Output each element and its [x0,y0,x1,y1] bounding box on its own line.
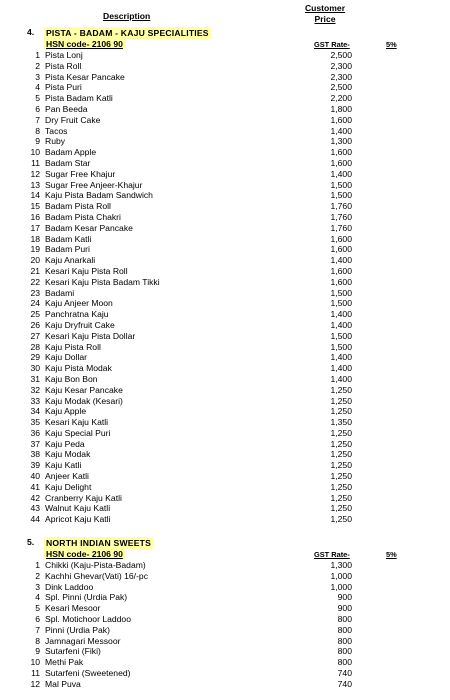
item-name: Mal Puva [45,678,81,689]
item-name: Badam Star [45,157,91,168]
item-name: Kesari Kaju Katli [45,417,109,428]
list-item [0,223,450,234]
item-name: Tacos [45,125,68,136]
list-item [0,614,450,625]
item-name: Kaju Special Puri [45,427,111,438]
item-number: 8 [35,125,40,136]
hsn-row [0,39,450,50]
list-item [0,61,450,72]
item-number: 28 [30,341,40,352]
item-price: 800 [337,635,352,646]
item-price: 2,300 [330,60,352,71]
item-number: 3 [35,71,40,82]
list-item [0,158,450,169]
item-name: Kachhi Ghevar(Vati) 16/-pc [45,570,149,581]
list-item [0,277,450,288]
list-item [0,126,450,137]
item-price: 1,500 [330,179,352,190]
item-number: 9 [35,136,40,147]
list-item [0,72,450,83]
item-number: 22 [30,276,40,287]
list-item [0,342,450,353]
item-number: 24 [30,298,40,309]
item-number: 11 [31,667,40,678]
item-name: Pista Kesar Pancake [45,71,125,82]
item-number: 5 [35,603,40,614]
item-price: 1,250 [330,449,352,460]
item-number: 7 [35,114,40,125]
item-name: Badam Puri [45,244,90,255]
item-number: 41 [30,481,40,492]
item-price: 800 [337,646,352,657]
item-number: 33 [30,395,40,406]
item-number: 6 [35,613,40,624]
list-item [0,136,450,147]
item-name: Ruby [45,136,66,147]
item-price: 1,400 [330,255,352,266]
item-price: 1,250 [330,438,352,449]
list-item [0,212,450,223]
item-price: 1,300 [330,136,352,147]
item-name: Chikki (Kaju-Pista-Badam) [45,560,146,570]
item-price: 1,600 [330,244,352,255]
item-name: Kaju Kesar Pancake [45,384,123,395]
item-price: 1,760 [330,222,352,233]
item-name: Panchratna Kaju [45,309,109,320]
item-price: 1,600 [330,233,352,244]
list-item [0,147,450,158]
hsn-row [0,549,450,560]
list-item [0,104,450,115]
item-name: Badam Pista Chakri [45,211,121,222]
list-item [0,417,450,428]
list-item [0,625,450,636]
item-number: 30 [30,363,40,374]
item-number: 36 [30,427,40,438]
item-number: 1 [35,560,40,570]
item-name: Kaju Modak (Kesari) [45,395,123,406]
list-item [0,50,450,61]
list-item [0,374,450,385]
item-name: Anjeer Katli [45,471,89,482]
list-item [0,679,450,690]
item-name: Kesari Mesoor [45,603,101,614]
list-item [0,668,450,679]
list-item [0,115,450,126]
item-name: Kaju Apple [45,406,87,417]
item-number: 32 [30,384,40,395]
list-item [0,471,450,482]
item-price: 2,200 [330,93,352,104]
item-number: 2 [35,570,40,581]
item-number: 42 [30,492,40,503]
item-number: 23 [30,287,40,298]
item-number: 21 [30,265,40,276]
item-price: 1,400 [330,309,352,320]
list-item [0,406,450,417]
item-number: 15 [30,201,40,212]
item-price: 1,400 [330,373,352,384]
item-name: Kaju Pista Roll [45,341,101,352]
gst-rate-label: GST Rate- [314,40,350,49]
gst-rate-value: 5% [386,40,397,49]
item-price: 1,250 [330,406,352,417]
list-item [0,582,450,593]
item-price: 2,500 [330,50,352,60]
item-number: 12 [30,678,40,689]
list-item [0,460,450,471]
item-number: 3 [35,581,40,592]
list-item [0,309,450,320]
list-item [0,320,450,331]
list-item [0,244,450,255]
list-item [0,352,450,363]
item-price: 1,600 [330,276,352,287]
item-number: 10 [30,147,40,158]
hsn-code: HSN code- 2106 90 [46,39,123,49]
item-number: 11 [31,157,40,168]
item-number: 5 [35,93,40,104]
item-price: 1,500 [330,190,352,201]
item-number: 43 [30,503,40,514]
list-item [0,201,450,212]
list-item [0,493,450,504]
list-item [0,603,450,614]
item-number: 8 [35,635,40,646]
list-item [0,169,450,180]
item-name: Badami [45,287,75,298]
item-number: 27 [30,330,40,341]
price-header-line-1: Customer [304,3,346,13]
item-name: Spl. Pinni (Urdia Pak) [45,592,128,603]
item-name: Pista Puri [45,82,82,93]
item-price: 740 [337,678,352,689]
item-price: 1,500 [330,341,352,352]
item-name: Kaju Pista Badam Sandwich [45,190,153,201]
item-number: 29 [30,352,40,363]
item-price: 1,250 [330,460,352,471]
item-price: 2,300 [330,71,352,82]
section-number: 4. [27,27,35,37]
list-item [0,331,450,342]
list-item [0,363,450,374]
item-number: 19 [30,244,40,255]
item-name: Kaju Dollar [45,352,88,363]
item-name: Apricot Kaju Katli [45,514,111,525]
item-number: 13 [30,179,40,190]
item-price: 1,760 [330,211,352,222]
item-name: Kaju Delight [45,481,92,492]
price-header-line-2: Price [314,14,336,24]
item-price: 1,600 [330,265,352,276]
item-number: 6 [35,103,40,114]
item-name: Sutarfeni (Sweetened) [45,667,131,678]
item-number: 35 [30,417,40,428]
section-header [0,27,450,39]
item-list [0,50,450,525]
item-price: 740 [337,667,352,678]
list-item [0,190,450,201]
item-price: 800 [337,613,352,624]
item-name: Pista Lonj [45,50,83,60]
list-item [0,288,450,299]
item-number: 38 [30,449,40,460]
item-price: 1,600 [330,157,352,168]
item-price: 1,600 [330,114,352,125]
list-item [0,560,450,571]
item-number: 44 [30,514,40,525]
item-number: 25 [30,309,40,320]
item-name: Kaju Bon Bon [45,373,98,384]
list-item [0,646,450,657]
item-number: 16 [30,211,40,222]
list-item [0,82,450,93]
item-name: Kaju Katli [45,460,82,471]
section-pista-badam-kaju [0,27,450,525]
list-item [0,428,450,439]
item-name: Sugar Free Khajur [45,168,116,179]
item-number: 1 [35,50,40,60]
item-price: 1,300 [330,560,352,570]
item-name: Cranberry Kaju Katli [45,492,122,503]
item-price: 1,250 [330,384,352,395]
item-number: 17 [30,222,40,233]
section-title: PISTA - BADAM - KAJU SPECIALITIES [46,28,209,38]
item-price: 800 [337,657,352,668]
item-number: 39 [30,460,40,471]
item-number: 2 [35,60,40,71]
list-item [0,266,450,277]
list-item [0,514,450,525]
item-price: 1,500 [330,287,352,298]
item-price: 1,250 [330,492,352,503]
item-price: 2,500 [330,82,352,93]
customer-price-column-header [296,3,354,25]
item-number: 37 [30,438,40,449]
item-price: 1,250 [330,427,352,438]
item-price: 1,250 [330,481,352,492]
list-item [0,592,450,603]
item-number: 40 [30,471,40,482]
item-number: 34 [30,406,40,417]
item-name: Kesari Kaju Pista Badam Tikki [45,276,160,287]
item-name: Badam Katli [45,233,92,244]
item-number: 18 [30,233,40,244]
section-header [0,537,450,549]
item-name: Spl. Motichoor Laddoo [45,613,131,624]
gst-rate-value: 5% [386,550,397,559]
list-item [0,657,450,668]
gst-rate-label: GST Rate- [314,550,350,559]
item-price: 1,400 [330,352,352,363]
item-name: Methi Pak [45,657,84,668]
item-price: 1,500 [330,330,352,341]
item-price: 1,600 [330,147,352,158]
item-price: 1,250 [330,395,352,406]
list-item [0,298,450,309]
item-number: 4 [35,592,40,603]
list-item [0,385,450,396]
list-item [0,439,450,450]
section-title: NORTH INDIAN SWEETS [46,538,152,548]
item-name: Kaju Peda [45,438,85,449]
item-number: 14 [30,190,40,201]
description-column-header: Description [103,11,151,21]
item-number: 26 [30,319,40,330]
item-name: Kaju Pista Modak [45,363,112,374]
list-item [0,449,450,460]
item-price: 900 [337,603,352,614]
item-number: 10 [30,657,40,668]
item-name: Badam Kesar Pancake [45,222,133,233]
item-price: 1,400 [330,125,352,136]
item-name: Kesari Kaju Pista Dollar [45,330,136,341]
item-name: Pista Badam Katli [45,93,113,104]
list-item [0,571,450,582]
list-item [0,255,450,266]
item-number: 7 [35,624,40,635]
item-name: Kaju Modak [45,449,91,460]
list-item [0,503,450,514]
item-price: 900 [337,592,352,603]
item-name: Sugar Free Anjeer-Khajur [45,179,143,190]
item-price: 1,800 [330,103,352,114]
item-name: Walnut Kaju Katli [45,503,111,514]
item-price: 1,000 [330,581,352,592]
item-price: 1,500 [330,298,352,309]
item-name: Kesari Kaju Pista Roll [45,265,128,276]
item-price: 1,400 [330,319,352,330]
item-number: 4 [35,82,40,93]
list-item [0,180,450,191]
hsn-code: HSN code- 2106 90 [46,549,123,559]
item-price: 1,000 [330,570,352,581]
item-name: Jamnagari Messoor [45,635,121,646]
item-price: 1,760 [330,201,352,212]
item-name: Kaju Dryfruit Cake [45,319,115,330]
item-name: Pan Beeda [45,103,88,114]
item-number: 9 [35,646,40,657]
item-name: Dink Laddoo [45,581,94,592]
item-name: Kaju Anarkali [45,255,96,266]
item-name: Badam Apple [45,147,97,158]
item-price: 1,350 [330,417,352,428]
item-name: Kaju Anjeer Moon [45,298,113,309]
list-item [0,636,450,647]
section-north-indian-sweets [0,537,450,690]
list-item [0,482,450,493]
item-name: Pinni (Urdia Pak) [45,624,110,635]
item-price: 1,400 [330,168,352,179]
item-price: 1,400 [330,363,352,374]
item-name: Dry Fruit Cake [45,114,101,125]
list-item [0,93,450,104]
item-number: 31 [30,373,40,384]
item-name: Badam Pista Roll [45,201,111,212]
item-number: 20 [30,255,40,266]
list-item [0,396,450,407]
item-list [0,560,450,690]
list-item [0,234,450,245]
item-number: 12 [30,168,40,179]
item-name: Pista Roll [45,60,82,71]
item-name: Sutarfeni (Fiki) [45,646,101,657]
item-price: 1,250 [330,514,352,525]
item-price: 1,250 [330,503,352,514]
item-price: 800 [337,624,352,635]
item-price: 1,250 [330,471,352,482]
section-number: 5. [27,537,35,547]
